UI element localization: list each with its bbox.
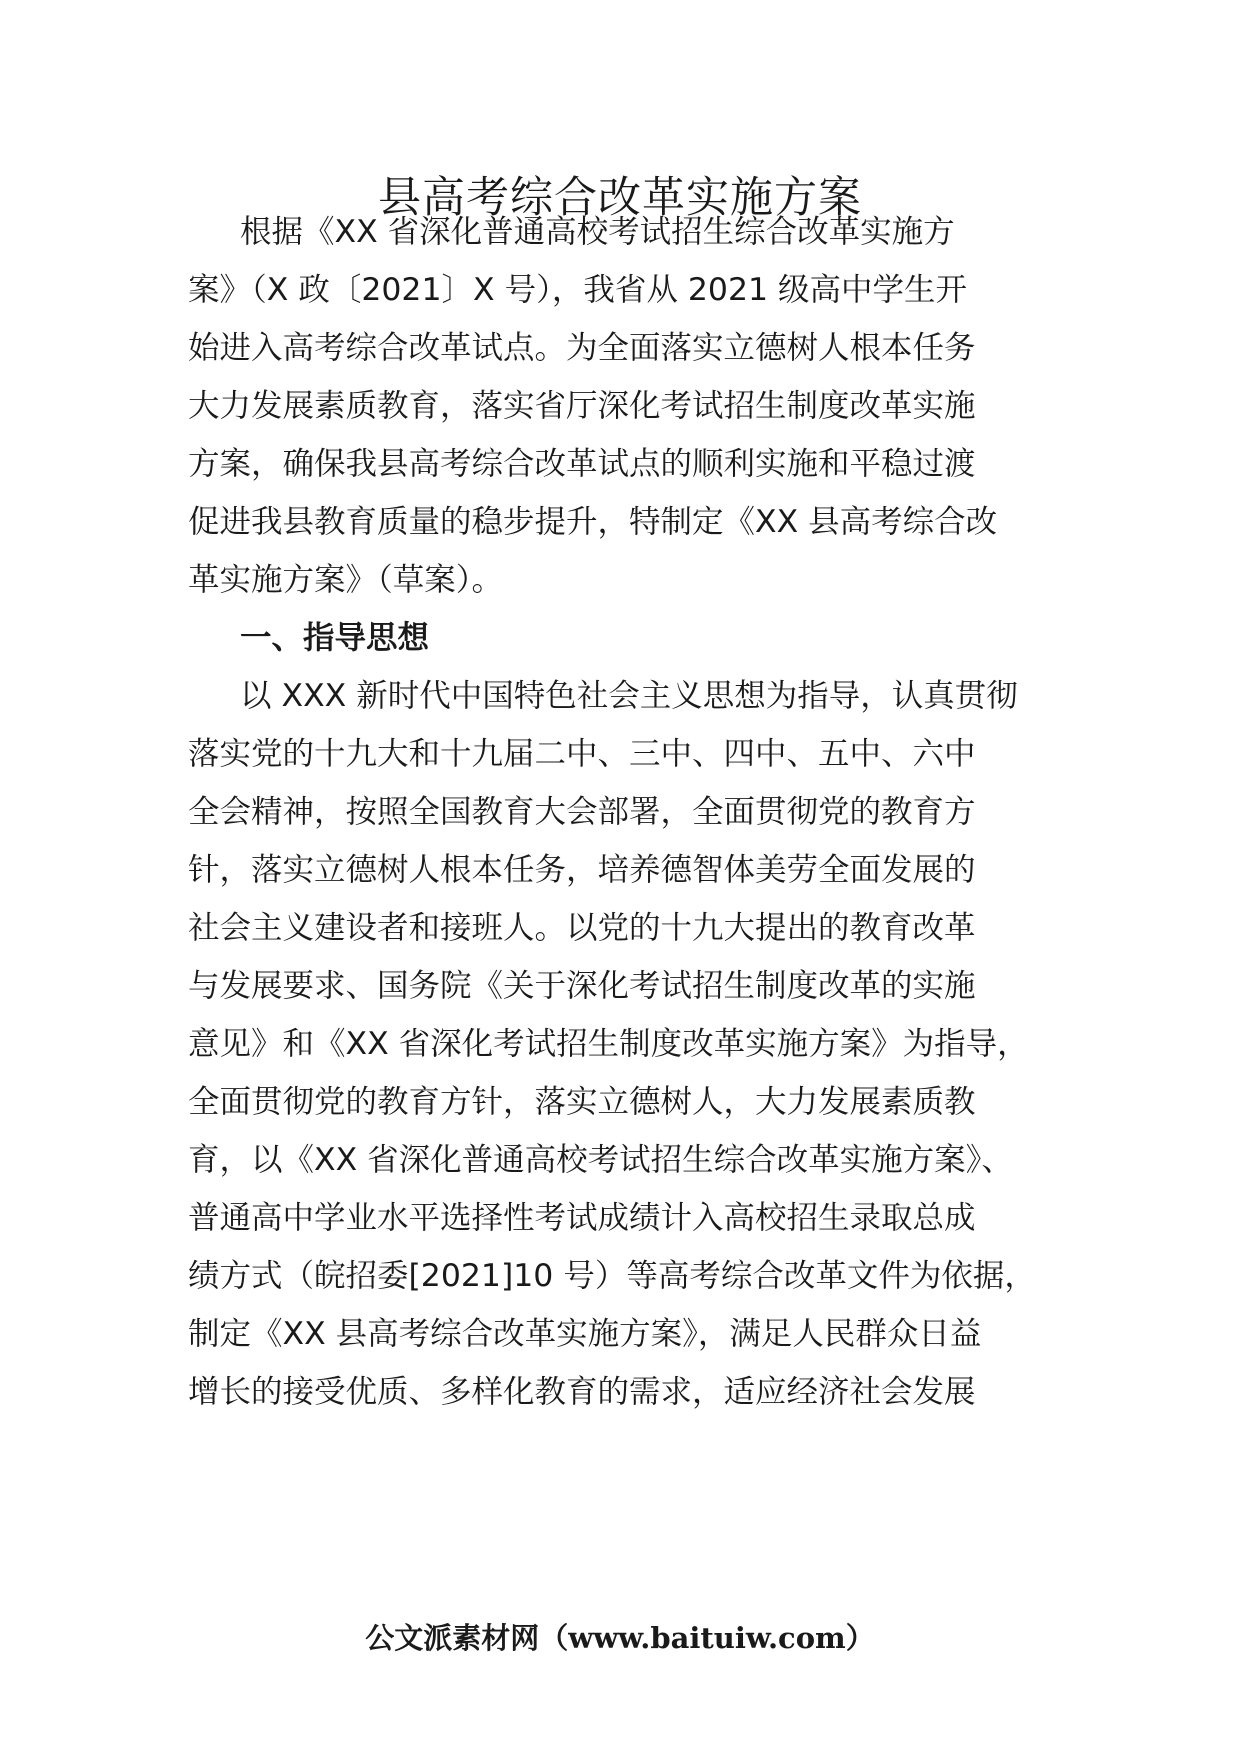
section-line: 社会主义建设者和接班人。以党的十九大提出的教育改革 — [188, 910, 976, 946]
section-line: 与发展要求、国务院《关于深化考试招生制度改革的实施 — [188, 968, 976, 1004]
footer-watermark: 公文派素材网（www.baituiw.com） — [365, 1621, 875, 1655]
section-line: 绩方式（皖招委[2021]10 号）等高考综合改革文件为依据， — [188, 1258, 1036, 1294]
section-line: 意见》和《XX 省深化考试招生制度改革实施方案》为指导， — [188, 1026, 1029, 1062]
section-line: 落实党的十九大和十九届二中、三中、四中、五中、六中 — [188, 736, 976, 772]
section-line: 普通高中学业水平选择性考试成绩计入高校招生录取总成 — [188, 1200, 976, 1236]
section-line: 育，以《XX 省深化普通高校考试招生综合改革实施方案》、 — [188, 1142, 1013, 1178]
intro-line: 始进入高考综合改革试点。为全面落实立德树人根本任务 — [188, 330, 976, 366]
intro-line: 大力发展素质教育，落实省厅深化考试招生制度改革实施 — [188, 388, 976, 424]
intro-line: 根据《XX 省深化普通高校考试招生综合改革实施方 — [240, 214, 955, 250]
document-title: 县高考综合改革实施方案 — [378, 173, 862, 223]
section-heading: 一、指导思想 — [240, 620, 430, 656]
intro-line: 革实施方案》（草案）。 — [188, 562, 504, 598]
intro-line: 促进我县教育质量的稳步提升，特制定《XX 县高考综合改 — [188, 504, 998, 540]
section-line: 增长的接受优质、多样化教育的需求，适应经济社会发展 — [188, 1374, 976, 1410]
intro-line: 方案，确保我县高考综合改革试点的顺利实施和平稳过渡 — [188, 446, 976, 482]
section-line: 以 XXX 新时代中国特色社会主义思想为指导，认真贯彻 — [240, 678, 1018, 714]
section-line: 全会精神，按照全国教育大会部署，全面贯彻党的教育方 — [188, 794, 976, 830]
intro-line: 案》（X 政〔2021〕X 号），我省从 2021 级高中学生开 — [188, 272, 968, 308]
section-line: 全面贯彻党的教育方针，落实立德树人，大力发展素质教 — [188, 1084, 976, 1120]
section-line: 针，落实立德树人根本任务，培养德智体美劳全面发展的 — [188, 852, 976, 888]
section-line: 制定《XX 县高考综合改革实施方案》，满足人民群众日益 — [188, 1316, 982, 1352]
